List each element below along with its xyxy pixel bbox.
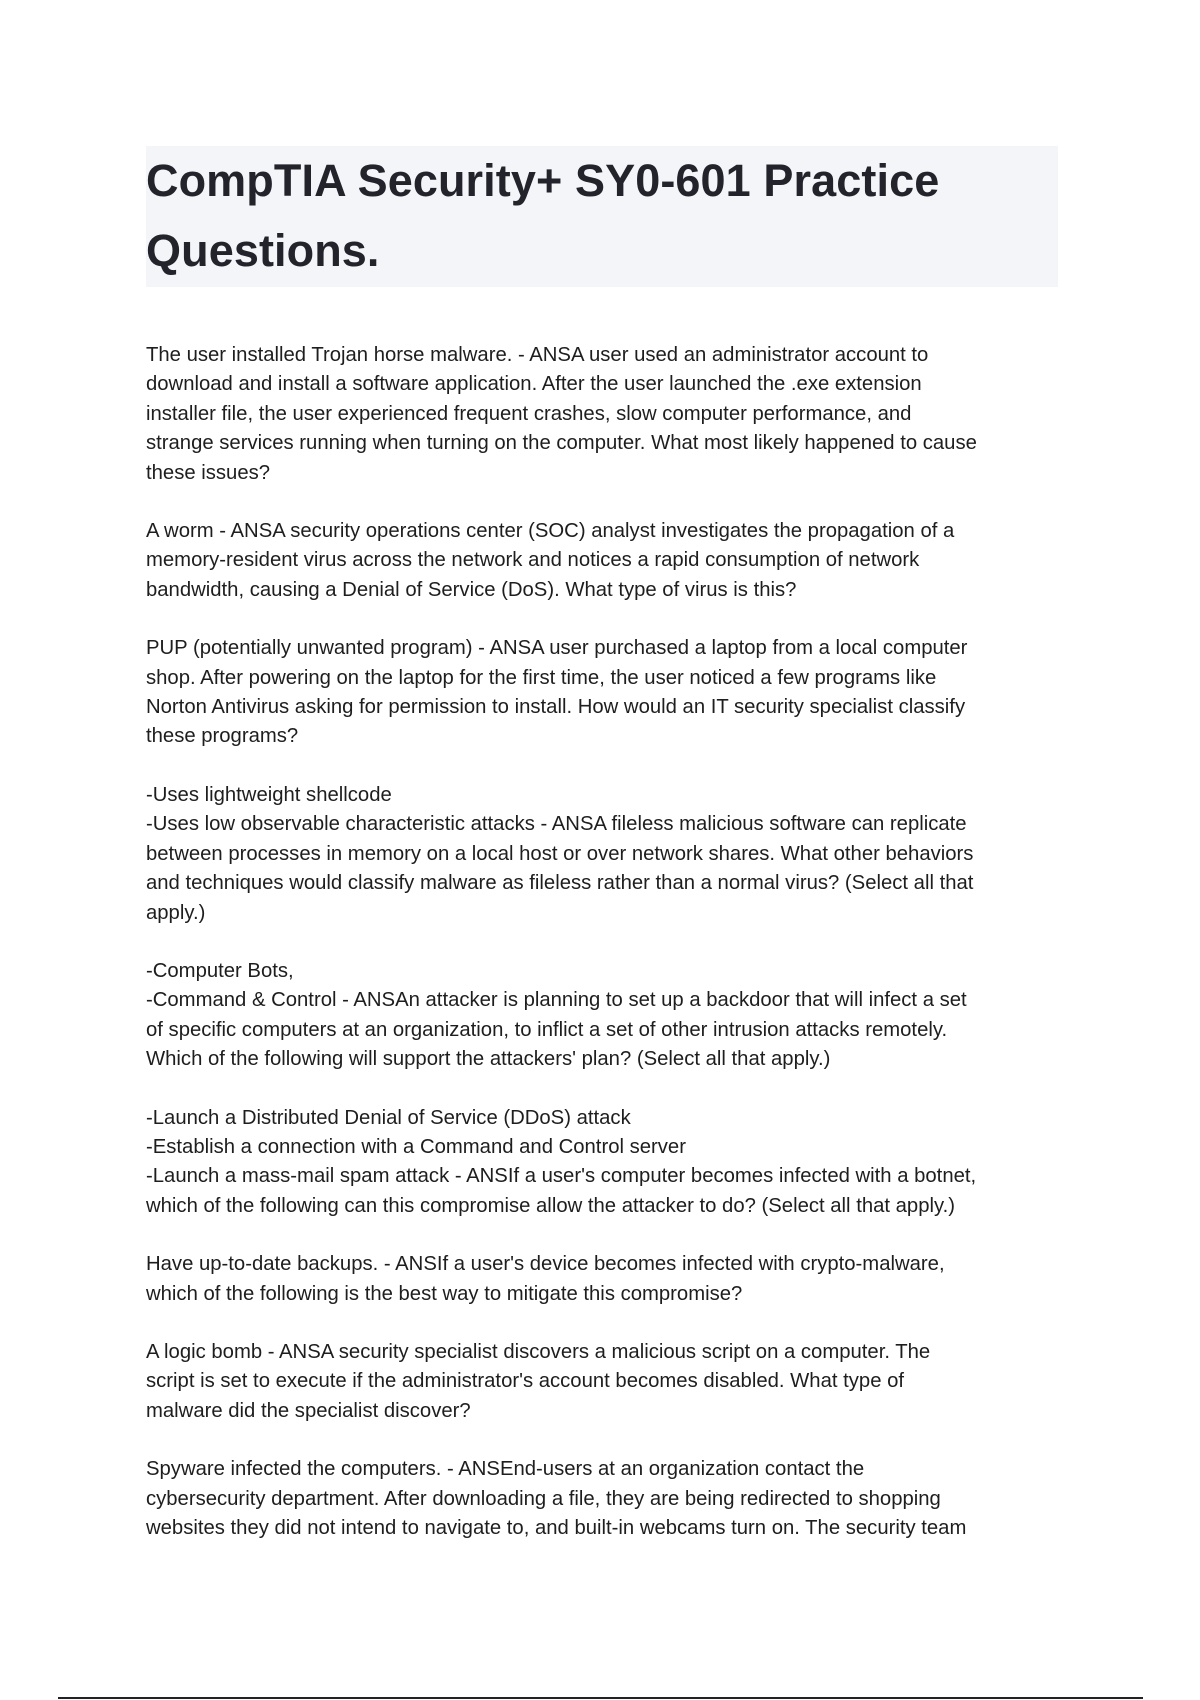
- question-paragraph-1: The user installed Trojan horse malware. - ANSA user used an administrator account to download and install a software application. After the user launched the .exe extension installer file, the user experienced frequent crashes, slow computer performance, and strange services running when turning on the computer. What most likely happened to cause these issues?: [146, 344, 977, 484]
- document-title: CompTIA Security+ SY0-601 Practice Questions.: [146, 155, 940, 276]
- question-paragraph-7: Have up-to-date backups. - ANSIf a user's device becomes infected with crypto-malware, which of the following is the best way to mitigate this compromise?: [146, 1253, 945, 1305]
- question-paragraph-2: A worm - ANSA security operations center (SOC) analyst investigates the propagation of a memory-resident virus across the network and notices a rapid consumption of network bandwidth, causing a Denial of Service (DoS). What type of virus is this?: [146, 520, 955, 601]
- question-paragraph-3: PUP (potentially unwanted program) - ANSA user purchased a laptop from a local computer shop. After powering on the laptop for the first time, the user noticed a few programs like Norton Antivirus asking for permission to install. How would an IT security specialist classify these programs?: [146, 637, 968, 748]
- question-paragraph-5: -Computer Bots, -Command & Control - ANSAn attacker is planning to set up a backdoor that will infect a set of specific computers at an organization, to inflict a set of other intrusion attacks remotely. Which of the following will support the attackers' plan? (Select all that apply.): [146, 959, 967, 1071]
- question-paragraph-6: -Launch a Distributed Denial of Service (DDoS) attack -Establish a connection with a Command and Control server -Launch a mass-mail spam attack - ANSIf a user's computer becomes infected with a botnet, which of the following can this compromise allow the attacker to do? (Select all that apply.): [146, 1106, 977, 1217]
- document-body: [146, 341, 1066, 1572]
- question-paragraph-8: A logic bomb - ANSA security specialist discovers a malicious script on a computer. The script is set to execute if the administrator's account becomes disabled. What type of malware did the specialist discover?: [146, 1340, 931, 1422]
- title-block: [146, 146, 1058, 287]
- page-bottom-rule: [58, 1697, 1143, 1699]
- question-paragraph-9: Spyware infected the computers. - ANSEnd-users at an organization contact the cybersecurity department. After downloading a file, they are being redirected to shopping websites they did not intend to navigate to, and built-in webcams turn on. The security team: [146, 1458, 967, 1539]
- question-paragraph-4: -Uses lightweight shellcode -Uses low observable characteristic attacks - ANSA fileless malicious software can replicate between processes in memory on a local host or over network shares. What other behaviors and techniques would classify malware as fileless rather than a normal virus? (Select all that apply.): [146, 783, 974, 924]
